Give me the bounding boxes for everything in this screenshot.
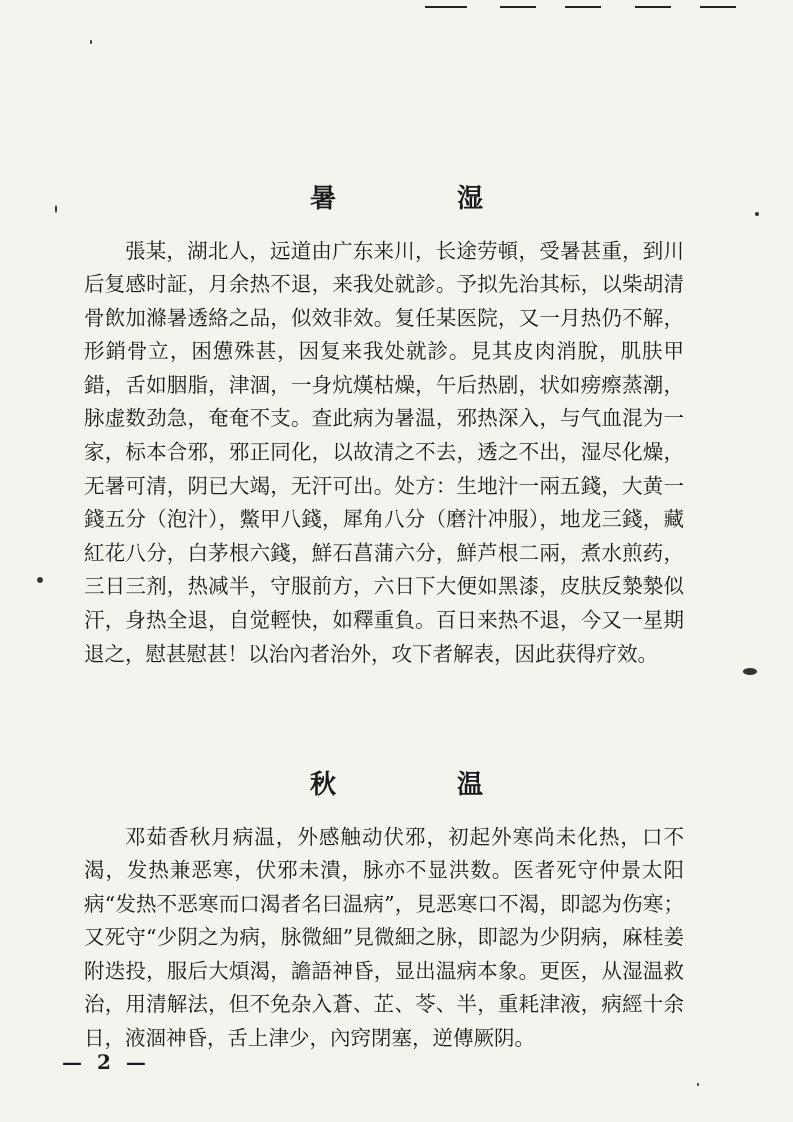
page-number: — 2 — bbox=[62, 1050, 150, 1074]
scan-speck bbox=[697, 1083, 699, 1086]
scan-speck bbox=[90, 40, 92, 44]
top-edge-rule bbox=[425, 6, 467, 8]
scan-speck bbox=[37, 577, 43, 583]
top-edge-rule bbox=[500, 6, 536, 8]
section-heading-autumn-warm: 秋 温 bbox=[309, 769, 540, 800]
scan-speck bbox=[743, 668, 757, 675]
top-edge-rule bbox=[635, 6, 671, 8]
section-body-summer-damp: 張某，湖北人，远道由广东来川，长途劳頓，受暑甚重，到川后复感时証，月余热不退，来我处就診。予拟先治其标，以柴胡清骨飲加滌暑透絡之品，似效非效。复任某医院，又一月热仍不解，形銷骨立，困憊殊甚，因复来我处就診。見其皮肉消脫，肌肤甲錯，舌如胭脂，津涸，一身炕熯枯燥，午后热剧，状如痨瘵蒸潮，脉虚数劲急，奄奄不支。查此病为暑温，邪热深入，与气血混为一家，标本合邪，邪正同化，以故清之不去，透之不出，湿尽化燥，无暑可清，阴已大竭，无汗可出。处方：生地汁一兩五錢，大黄一錢五分（泡汁），鱉甲八錢，犀角八分（磨汁冲服），地龙三錢，藏紅花八分，白茅根六錢，鮮石菖蒲六分，鮮芦根二兩，煮水煎药，三日三剂，热减半，守服前方，六日下大便如黑漆，皮肤反漐漐似汗，身热全退，自觉輕快，如釋重負。百日来热不退，今又一星期退之，慰甚慰甚！以治內者治外，攻下者解表，因此获得疗效。 bbox=[84, 238, 684, 666]
top-edge-rule bbox=[565, 6, 601, 8]
top-edge-rule bbox=[700, 6, 736, 8]
section-heading-summer-damp: 暑 湿 bbox=[309, 183, 540, 214]
section-body-autumn-warm: 邓茹香秋月病温，外感触动伏邪，初起外寒尚未化热，口不渴，发热兼恶寒，伏邪未潰，脉亦不显洪数。医者死守仲景太阳病“发热不恶寒而口渴者名曰温病”，見恶寒口不渴，即認为伤寒；又死守“少阴之为病，脉微細”見微細之脉，即認为少阴病，麻桂姜附迭投，服后大煩渴，譫語神昏，显出温病本象。更医，从湿温救治，用清解法，但不免杂入蒼、芷、苓、半，重耗津液，病經十余日，液涸神昏，舌上津少，內窍閉塞，逆傳厥阴。 bbox=[84, 824, 684, 1051]
